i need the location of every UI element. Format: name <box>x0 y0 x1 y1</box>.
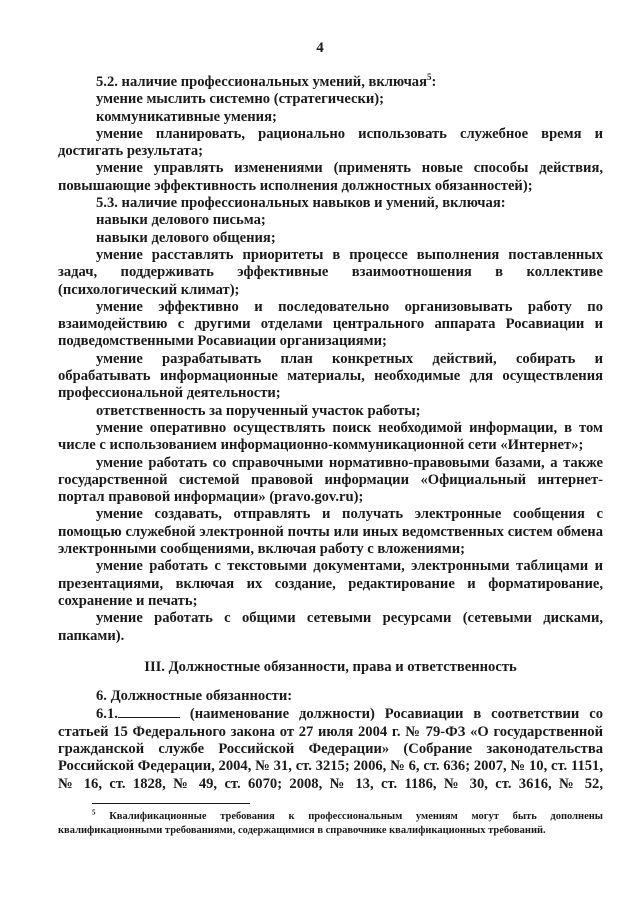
list-item: умение расставлять приоритеты в процессе выполнения поставленных задач, поддерживать эффективные взаимоотношения в коллективе (психологический климат); <box>58 246 603 298</box>
list-item: навыки делового общения; <box>96 229 276 246</box>
list-item: ответственность за порученный участок работы; <box>96 402 421 419</box>
list-item: умение работать с общими сетевыми ресурсами (сетевыми дисками, папками). <box>58 610 603 644</box>
list-item: умение работать со справочными нормативно-правовыми базами, а также государственной системой правовой информации «Официальный интернет-портал правовой информации» (pravo.gov.ru); <box>58 454 603 506</box>
footnote: $^5$ Квалификационные требования к профессиональным умениям могут быть дополнены квалификационными требованиями, содержащимися в справочнике квалификационных требований. <box>58 808 604 836</box>
footnote-marker: 5 <box>92 808 96 817</box>
page-number: 4 <box>316 40 324 56</box>
duties-intro: 6. Должностные обязанности: <box>96 688 293 705</box>
list-item: умение оперативно осуществлять поиск необходимой информации, в том числе с использованием информационно-коммуникационной сети «Интернет»; <box>58 419 603 454</box>
position-blank-line <box>118 705 180 718</box>
list-item: умение управлять изменениями (применять новые способы действия, повышающие эффективность исполнения должностных обязанностей); <box>58 160 603 194</box>
list-item: умение эффективно и последовательно организовывать работу по взаимодействию с другими отделами центрального аппарата Росавиации и подведомственными Росавиации организациями; <box>58 298 603 350</box>
footnote-reference: 5 <box>427 72 432 83</box>
list-item: умение мыслить системно (стратегически); <box>96 91 385 108</box>
list-item: коммуникативные умения; <box>96 108 277 125</box>
footnote-divider <box>92 803 250 804</box>
list-item: умение разрабатывать план конкретных действий, собирать и обрабатывать информационные материалы, необходимые для осуществления профессиональной деятельности; <box>58 350 603 402</box>
section-5-3-intro: 5.3. наличие профессиональных навыков и умений, включая: <box>96 195 506 212</box>
list-item: умение работать с текстовыми документами, электронными таблицами и презентациями, включая их создание, редактирование и форматирование, сохранение и печать; <box>58 558 603 609</box>
list-item: умение создавать, отправлять и получать электронные сообщения с помощью служебной электронной почты или иных ведомственных систем обмена электронными сообщениями, включая работу с вложениями; <box>58 506 603 558</box>
section-heading: III. Должностные обязанности, права и ответственность <box>144 658 517 675</box>
duty-item: 6.1. (наименование должности) Росавиации в соответствии со статьей 15 Федерального закона от 27 июля 2004 г. № 79-ФЗ «О государственной гражданской службе Российской Федерации» (Собрание законодательства Российской Федерации, 2004, № 31, ст. 3215; 2006, № 6, ст. 636; 2007, № 10, ст. 1151, № 16, ст. 1828, № 49, ст. 6070; 2008, № 13, ст. 1186, № 30, ст. 3616, № 52, <box>58 706 603 792</box>
document-body <box>58 74 603 793</box>
list-item: умение планировать, рационально использовать служебное время и достигать результата; <box>58 125 603 160</box>
list-item: навыки делового письма; <box>96 212 266 229</box>
section-5-2-intro: 5.2. наличие профессиональных умений, включая$^5$: <box>96 72 437 90</box>
